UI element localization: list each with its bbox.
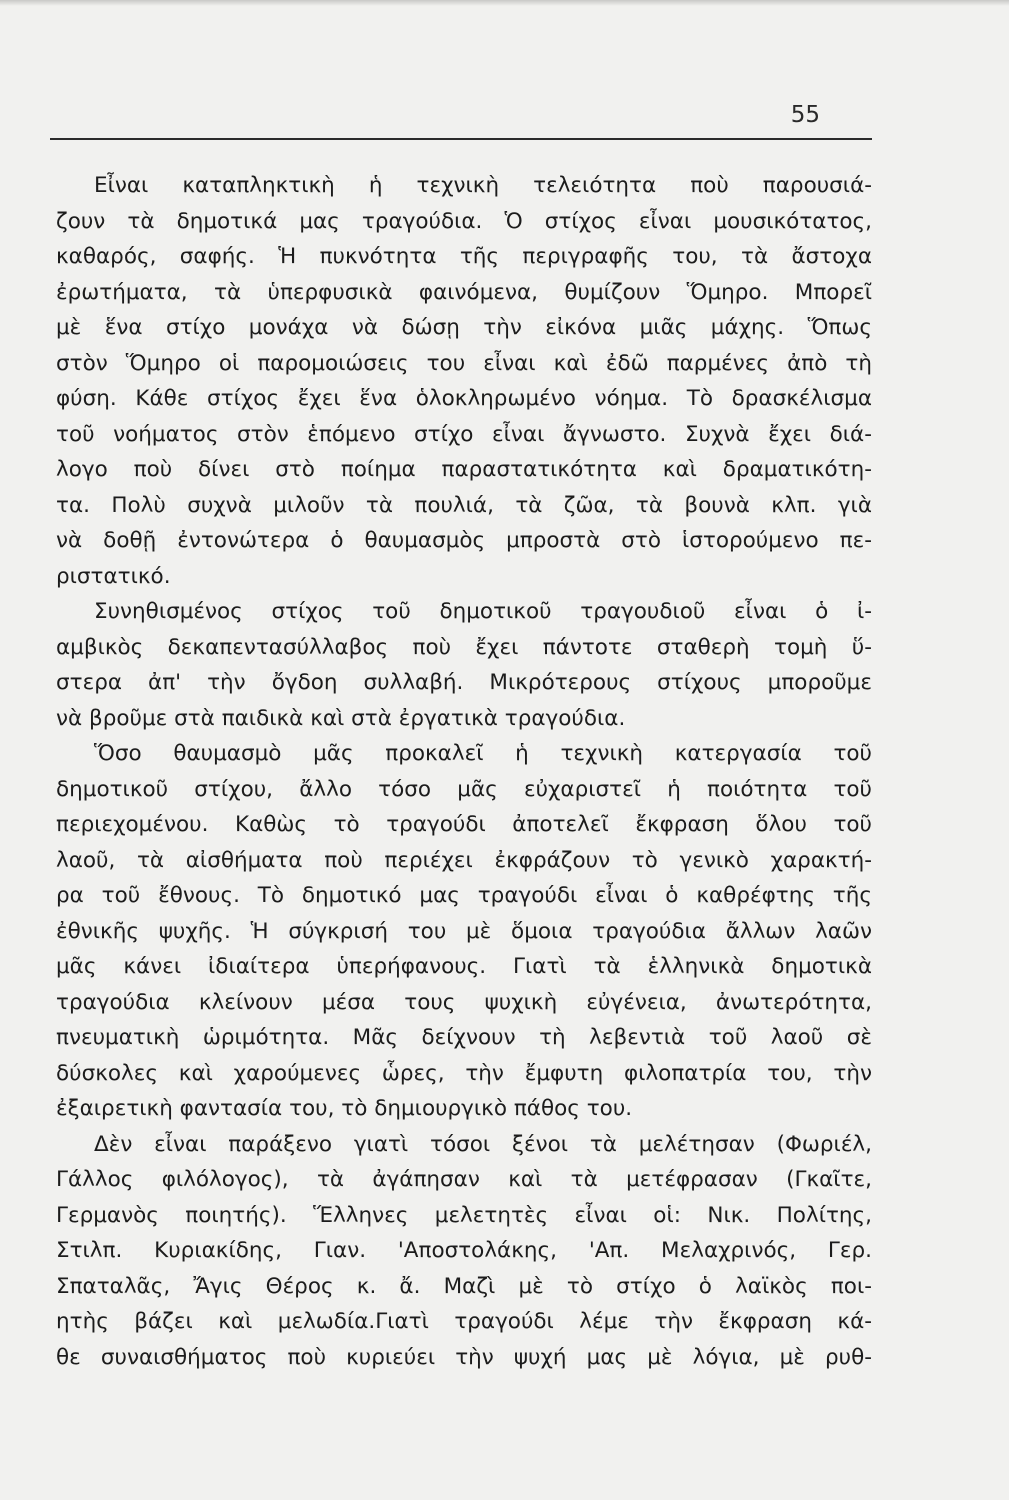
text-line: Εἶναι καταπληκτικὴ ἡ τεχνικὴ τελειότητα ποὺ παρουσιά- [94, 173, 872, 198]
text-line: μὲ ἕνα στίχο μονάχα νὰ δώσῃ τὴν εἰκόνα μιᾶς μάχης. Ὅπως [56, 315, 872, 340]
text-line: ἐρωτήματα, τὰ ὑπερφυσικὰ φαινόμενα, θυμίζουν Ὅμηρο. Μπορεῖ [56, 279, 872, 305]
text-line: λαοῦ, τὰ αἰσθήματα ποὺ περιέχει ἐκφράζουν τὸ γενικὸ χαρακτή- [56, 847, 872, 873]
text-line: νὰ δοθῇ ἐντονώτερα ὁ θαυμασμὸς μπροστὰ στὸ ἱστορούμενο πε- [56, 528, 872, 553]
text-line: ἐθνικῆς ψυχῆς. Ἡ σύγκρισή του μὲ ὅμοια τραγούδια ἄλλων λαῶν [56, 918, 872, 944]
text-line: ριστατικό. [56, 563, 171, 589]
text-line: θε συναισθήματος ποὺ κυριεύει τὴν ψυχή μας μὲ λόγια, μὲ ρυθ- [56, 1344, 872, 1370]
text-line: ρα τοῦ ἔθνους. Τὸ δημοτικό μας τραγούδι εἶναι ὁ καθρέφτης τῆς [56, 883, 872, 908]
text-line: αμβικὸς δεκαπεντασύλλαβος ποὺ ἔχει πάντοτε σταθερὴ τομὴ ὕ- [56, 634, 872, 660]
text-line: Ὅσο θαυμασμὸ μᾶς προκαλεῖ ἡ τεχνικὴ κατεργασία τοῦ [94, 741, 872, 766]
text-line: στερα ἀπ' τὴν ὄγδοη συλλαβή. Μικρότερους στίχους μποροῦμε [56, 670, 872, 695]
text-body [56, 168, 872, 1375]
text-line: Στιλπ. Κυριακίδης, Γιαν. 'Αποστολάκης, 'Απ. Μελαχρινός, Γερ. [56, 1238, 872, 1263]
text-line: περιεχομένου. Καθὼς τὸ τραγούδι ἀποτελεῖ ἔκφραση ὅλου τοῦ [56, 812, 872, 837]
text-line: τοῦ νοήματος στὸν ἑπόμενο στίχο εἶναι ἄγνωστο. Συχνὰ ἔχει διά- [56, 421, 872, 447]
text-line: νὰ βροῦμε στὰ παιδικὰ καὶ στὰ ἐργατικὰ τραγούδια. [56, 705, 626, 731]
text-line: δύσκολες καὶ χαρούμενες ὧρες, τὴν ἔμφυτη φιλοπατρία του, τὴν [56, 1060, 872, 1086]
text-line: στὸν Ὅμηρο οἱ παρομοιώσεις του εἶναι καὶ ἐδῶ παρμένες ἀπὸ τὴ [56, 350, 872, 376]
text-line: ητὴς βάζει καὶ μελωδία.Γιατὶ τραγούδι λέμε τὴν ἔκφραση κά- [56, 1309, 872, 1334]
header-rule [50, 138, 872, 140]
text-line: Δὲν εἶναι παράξενο γιατὶ τόσοι ξένοι τὰ μελέτησαν (Φωριέλ, [94, 1131, 872, 1157]
scan-edge-shadow [0, 0, 1009, 6]
text-line: τα. Πολὺ συχνὰ μιλοῦν τὰ πουλιά, τὰ ζῶα, τὰ βουνὰ κλπ. γιὰ [56, 492, 872, 518]
text-line: δημοτικοῦ στίχου, ἄλλο τόσο μᾶς εὐχαριστεῖ ἡ ποιότητα τοῦ [56, 776, 872, 802]
text-line: Γερμανὸς ποιητής). Ἕλληνες μελετητὲς εἶναι οἱ: Νικ. Πολίτης, [56, 1202, 872, 1228]
text-line: Σπαταλᾶς, Ἄγις Θέρος κ. ἄ. Μαζὶ μὲ τὸ στίχο ὁ λαϊκὸς ποι- [56, 1273, 872, 1299]
text-line: λογο ποὺ δίνει στὸ ποίημα παραστατικότητα καὶ δραματικότη- [56, 457, 872, 482]
text-line: πνευματικὴ ὡριμότητα. Μᾶς δείχνουν τὴ λεβεντιὰ τοῦ λαοῦ σὲ [56, 1025, 872, 1050]
text-line: φύση. Κάθε στίχος ἔχει ἕνα ὁλοκληρωμένο νόημα. Τὸ δρασκέλισμα [56, 386, 872, 411]
text-line: τραγούδια κλείνουν μέσα τους ψυχικὴ εὐγένεια, ἀνωτερότητα, [56, 989, 872, 1015]
text-line: Γάλλος φιλόλογος), τὰ ἀγάπησαν καὶ τὰ μετέφρασαν (Γκαῖτε, [56, 1167, 872, 1192]
text-line: καθαρός, σαφής. Ἡ πυκνότητα τῆς περιγραφῆς του, τὰ ἄστοχα [56, 244, 872, 269]
page-number: 55 [790, 102, 820, 128]
text-line: ζουν τὰ δημοτικά μας τραγούδια. Ὁ στίχος εἶναι μουσικότατος, [56, 208, 872, 234]
text-line: ἐξαιρετικὴ φαντασία του, τὸ δημιουργικὸ πάθος του. [56, 1096, 633, 1121]
text-line: Συνηθισμένος στίχος τοῦ δημοτικοῦ τραγουδιοῦ εἶναι ὁ ἰ- [94, 599, 872, 624]
text-line: μᾶς κάνει ἰδιαίτερα ὑπερήφανους. Γιατὶ τὰ ἑλληνικὰ δημοτικὰ [56, 954, 872, 979]
